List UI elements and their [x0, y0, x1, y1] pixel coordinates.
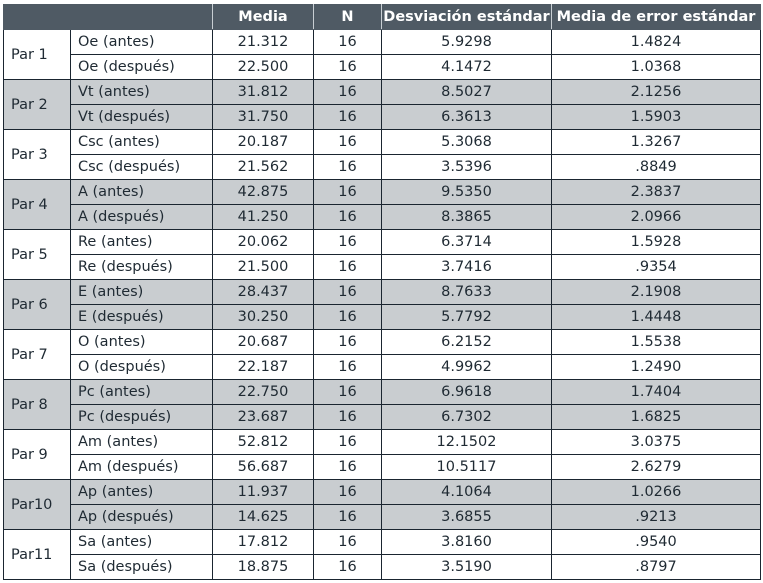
header-blank — [4, 5, 213, 30]
std-error-cell: 3.0375 — [552, 430, 761, 455]
paired-samples-statistics-table — [3, 4, 761, 580]
pair-label: Par 2 — [4, 80, 71, 130]
media-cell: 22.187 — [213, 355, 314, 380]
variable-cell: O (antes) — [71, 330, 213, 355]
variable-cell: Sa (antes) — [71, 530, 213, 555]
media-cell: 28.437 — [213, 280, 314, 305]
n-cell: 16 — [314, 330, 382, 355]
n-cell: 16 — [314, 30, 382, 55]
std-dev-cell: 6.7302 — [382, 405, 552, 430]
media-cell: 30.250 — [213, 305, 314, 330]
header-media: Media — [213, 5, 314, 30]
n-cell: 16 — [314, 430, 382, 455]
pair-label: Par 8 — [4, 380, 71, 430]
n-cell: 16 — [314, 455, 382, 480]
std-dev-cell: 5.7792 — [382, 305, 552, 330]
variable-cell: Ap (después) — [71, 505, 213, 530]
std-error-cell: 1.4824 — [552, 30, 761, 55]
table-row — [4, 330, 761, 355]
variable-cell: Oe (después) — [71, 55, 213, 80]
table-row — [4, 430, 761, 455]
n-cell: 16 — [314, 80, 382, 105]
std-error-cell: 1.5928 — [552, 230, 761, 255]
std-error-cell: 1.4448 — [552, 305, 761, 330]
std-error-cell: 2.0966 — [552, 205, 761, 230]
header-std-dev: Desviación estándar — [382, 5, 552, 30]
std-dev-cell: 12.1502 — [382, 430, 552, 455]
std-error-cell: 1.3267 — [552, 130, 761, 155]
media-cell: 14.625 — [213, 505, 314, 530]
media-cell: 41.250 — [213, 205, 314, 230]
table-row — [4, 305, 761, 330]
n-cell: 16 — [314, 255, 382, 280]
std-dev-cell: 8.3865 — [382, 205, 552, 230]
pair-label: Par 4 — [4, 180, 71, 230]
media-cell: 20.187 — [213, 130, 314, 155]
std-dev-cell: 5.9298 — [382, 30, 552, 55]
pair-label: Par 1 — [4, 30, 71, 80]
media-cell: 42.875 — [213, 180, 314, 205]
n-cell: 16 — [314, 480, 382, 505]
std-error-cell: .9540 — [552, 530, 761, 555]
media-cell: 21.500 — [213, 255, 314, 280]
table-row — [4, 55, 761, 80]
pair-label: Par 5 — [4, 230, 71, 280]
table-row — [4, 30, 761, 55]
variable-cell: A (después) — [71, 205, 213, 230]
std-error-cell: 1.6825 — [552, 405, 761, 430]
std-dev-cell: 3.8160 — [382, 530, 552, 555]
table-row — [4, 180, 761, 205]
std-error-cell: 1.0266 — [552, 480, 761, 505]
std-error-cell: .8797 — [552, 555, 761, 580]
table-row — [4, 380, 761, 405]
table-row — [4, 505, 761, 530]
table-row — [4, 80, 761, 105]
variable-cell: Re (después) — [71, 255, 213, 280]
table-row — [4, 555, 761, 580]
table-row — [4, 355, 761, 380]
std-dev-cell: 6.9618 — [382, 380, 552, 405]
std-error-cell: .9213 — [552, 505, 761, 530]
std-error-cell: 1.7404 — [552, 380, 761, 405]
n-cell: 16 — [314, 305, 382, 330]
n-cell: 16 — [314, 555, 382, 580]
variable-cell: E (antes) — [71, 280, 213, 305]
table-row — [4, 205, 761, 230]
media-cell: 31.812 — [213, 80, 314, 105]
media-cell: 22.500 — [213, 55, 314, 80]
table-row — [4, 280, 761, 305]
n-cell: 16 — [314, 155, 382, 180]
std-error-cell: .8849 — [552, 155, 761, 180]
media-cell: 17.812 — [213, 530, 314, 555]
std-dev-cell: 4.1472 — [382, 55, 552, 80]
std-error-cell: 1.0368 — [552, 55, 761, 80]
variable-cell: Pc (después) — [71, 405, 213, 430]
media-cell: 22.750 — [213, 380, 314, 405]
std-dev-cell: 3.6855 — [382, 505, 552, 530]
table-row — [4, 230, 761, 255]
table-row — [4, 255, 761, 280]
table-row — [4, 455, 761, 480]
std-error-cell: 2.6279 — [552, 455, 761, 480]
std-dev-cell: 10.5117 — [382, 455, 552, 480]
variable-cell: A (antes) — [71, 180, 213, 205]
table-row — [4, 405, 761, 430]
media-cell: 18.875 — [213, 555, 314, 580]
std-dev-cell: 3.5396 — [382, 155, 552, 180]
pair-label: Par11 — [4, 530, 71, 580]
std-dev-cell: 6.2152 — [382, 330, 552, 355]
table-row — [4, 105, 761, 130]
std-dev-cell: 4.1064 — [382, 480, 552, 505]
n-cell: 16 — [314, 280, 382, 305]
media-cell: 20.687 — [213, 330, 314, 355]
n-cell: 16 — [314, 180, 382, 205]
std-dev-cell: 8.7633 — [382, 280, 552, 305]
media-cell: 21.312 — [213, 30, 314, 55]
pair-label: Par 6 — [4, 280, 71, 330]
header-n: N — [314, 5, 382, 30]
header-std-error-mean: Media de error estándar — [552, 5, 761, 30]
std-error-cell: 1.5538 — [552, 330, 761, 355]
table-row — [4, 480, 761, 505]
variable-cell: Sa (después) — [71, 555, 213, 580]
table-row — [4, 155, 761, 180]
media-cell: 31.750 — [213, 105, 314, 130]
pair-label: Par 9 — [4, 430, 71, 480]
variable-cell: Vt (después) — [71, 105, 213, 130]
pair-label: Par10 — [4, 480, 71, 530]
variable-cell: Re (antes) — [71, 230, 213, 255]
n-cell: 16 — [314, 205, 382, 230]
pair-label: Par 7 — [4, 330, 71, 380]
n-cell: 16 — [314, 355, 382, 380]
n-cell: 16 — [314, 55, 382, 80]
std-dev-cell: 9.5350 — [382, 180, 552, 205]
n-cell: 16 — [314, 105, 382, 130]
std-error-cell: 2.1256 — [552, 80, 761, 105]
std-error-cell: 2.1908 — [552, 280, 761, 305]
std-error-cell: 2.3837 — [552, 180, 761, 205]
n-cell: 16 — [314, 130, 382, 155]
std-error-cell: 1.5903 — [552, 105, 761, 130]
variable-cell: Oe (antes) — [71, 30, 213, 55]
variable-cell: O (después) — [71, 355, 213, 380]
header-row — [4, 5, 761, 30]
media-cell: 11.937 — [213, 480, 314, 505]
table-row — [4, 530, 761, 555]
variable-cell: Am (después) — [71, 455, 213, 480]
std-dev-cell: 8.5027 — [382, 80, 552, 105]
std-dev-cell: 6.3714 — [382, 230, 552, 255]
media-cell: 52.812 — [213, 430, 314, 455]
std-dev-cell: 3.5190 — [382, 555, 552, 580]
std-dev-cell: 4.9962 — [382, 355, 552, 380]
variable-cell: Am (antes) — [71, 430, 213, 455]
table-row — [4, 130, 761, 155]
media-cell: 23.687 — [213, 405, 314, 430]
n-cell: 16 — [314, 530, 382, 555]
media-cell: 21.562 — [213, 155, 314, 180]
n-cell: 16 — [314, 380, 382, 405]
variable-cell: Vt (antes) — [71, 80, 213, 105]
media-cell: 20.062 — [213, 230, 314, 255]
variable-cell: E (después) — [71, 305, 213, 330]
std-dev-cell: 6.3613 — [382, 105, 552, 130]
variable-cell: Pc (antes) — [71, 380, 213, 405]
n-cell: 16 — [314, 505, 382, 530]
media-cell: 56.687 — [213, 455, 314, 480]
pair-label: Par 3 — [4, 130, 71, 180]
std-error-cell: .9354 — [552, 255, 761, 280]
n-cell: 16 — [314, 405, 382, 430]
variable-cell: Csc (antes) — [71, 130, 213, 155]
std-error-cell: 1.2490 — [552, 355, 761, 380]
n-cell: 16 — [314, 230, 382, 255]
std-dev-cell: 5.3068 — [382, 130, 552, 155]
std-dev-cell: 3.7416 — [382, 255, 552, 280]
variable-cell: Csc (después) — [71, 155, 213, 180]
variable-cell: Ap (antes) — [71, 480, 213, 505]
